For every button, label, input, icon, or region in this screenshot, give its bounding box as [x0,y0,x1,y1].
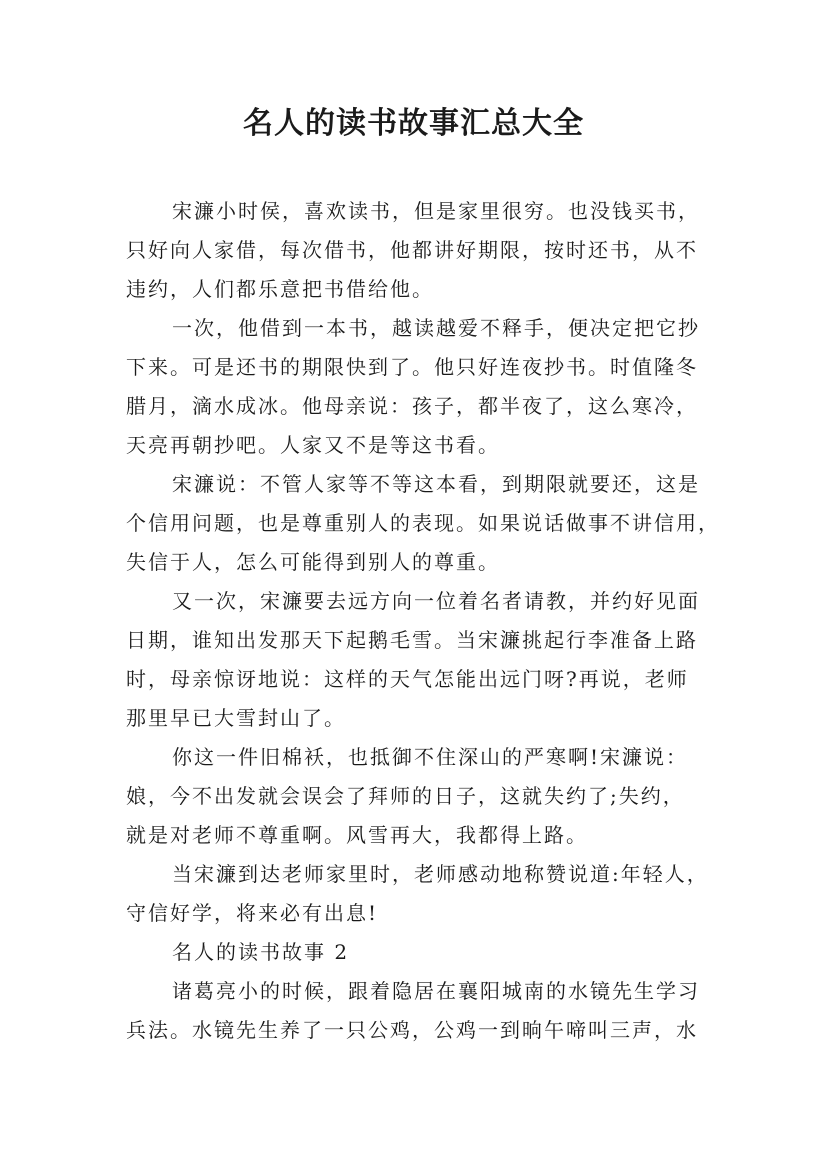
text-line: 日期，谁知出发那天下起鹅毛雪。当宋濂挑起行李准备上路 [126,628,698,652]
paragraph [126,738,706,855]
text-line: 时，母亲惊讶地说：这样的天气怎能出远门呀?再说，老师 [126,667,689,691]
text-line: 娘，今不出发就会误会了拜师的日子，这就失约了;失约， [126,784,685,808]
text-line: 天亮再朝抄吧。人家又不是等这书看。 [126,433,500,457]
text-line: 兵法。水镜先生养了一只公鸡，公鸡一到晌午啼叫三声，水 [126,1018,698,1042]
text-line: 守信好学，将来必有出息! [126,901,379,925]
text-line: 宋濂说：不管人家等不等这本看，到期限就要还，这是 [172,472,700,496]
paragraph [126,582,706,738]
text-line: 宋濂小时侯，喜欢读书，但是家里很穷。也没钱买书， [172,199,700,223]
text-line: 个信用问题，也是尊重别人的表现。如果说话做事不讲信用， [126,511,720,535]
paragraph [126,855,709,933]
paragraph [126,309,706,465]
text-line: 你这一件旧棉袄，也抵御不住深山的严寒啊!宋濂说： [172,745,689,769]
text-line: 那里早已大雪封山了。 [126,706,346,730]
paragraph [126,465,720,582]
document-title: 名人的读书故事汇总大全 [243,106,584,141]
paragraph [126,972,706,1050]
paragraph [126,192,706,309]
text-line: 诸葛亮小的时候，跟着隐居在襄阳城南的水镜先生学习 [172,979,700,1003]
text-line: 失信于人，怎么可能得到别人的尊重。 [126,550,500,574]
text-line: 只好向人家借，每次借书，他都讲好期限，按时还书，从不 [126,238,698,262]
text-line: 当宋濂到达老师家里时，老师感动地称赞说道:年轻人， [172,862,709,886]
text-line: 一次，他借到一本书，越读越爱不释手，便决定把它抄 [172,316,700,340]
text-line: 下来。可是还书的期限快到了。他只好连夜抄书。时值隆冬 [126,355,698,379]
section-heading [126,933,706,972]
text-line: 又一次，宋濂要去远方向一位着名者请教，并约好见面 [172,589,700,613]
text-line: 违约，人们都乐意把书借给他。 [126,277,434,301]
document-body [126,192,720,1050]
text-line: 名人的读书故事 2 [172,940,350,964]
text-line: 腊月，滴水成冰。他母亲说：孩子，都半夜了，这么寒冷， [126,394,698,418]
text-line: 就是对老师不尊重啊。风雪再大，我都得上路。 [126,823,588,847]
